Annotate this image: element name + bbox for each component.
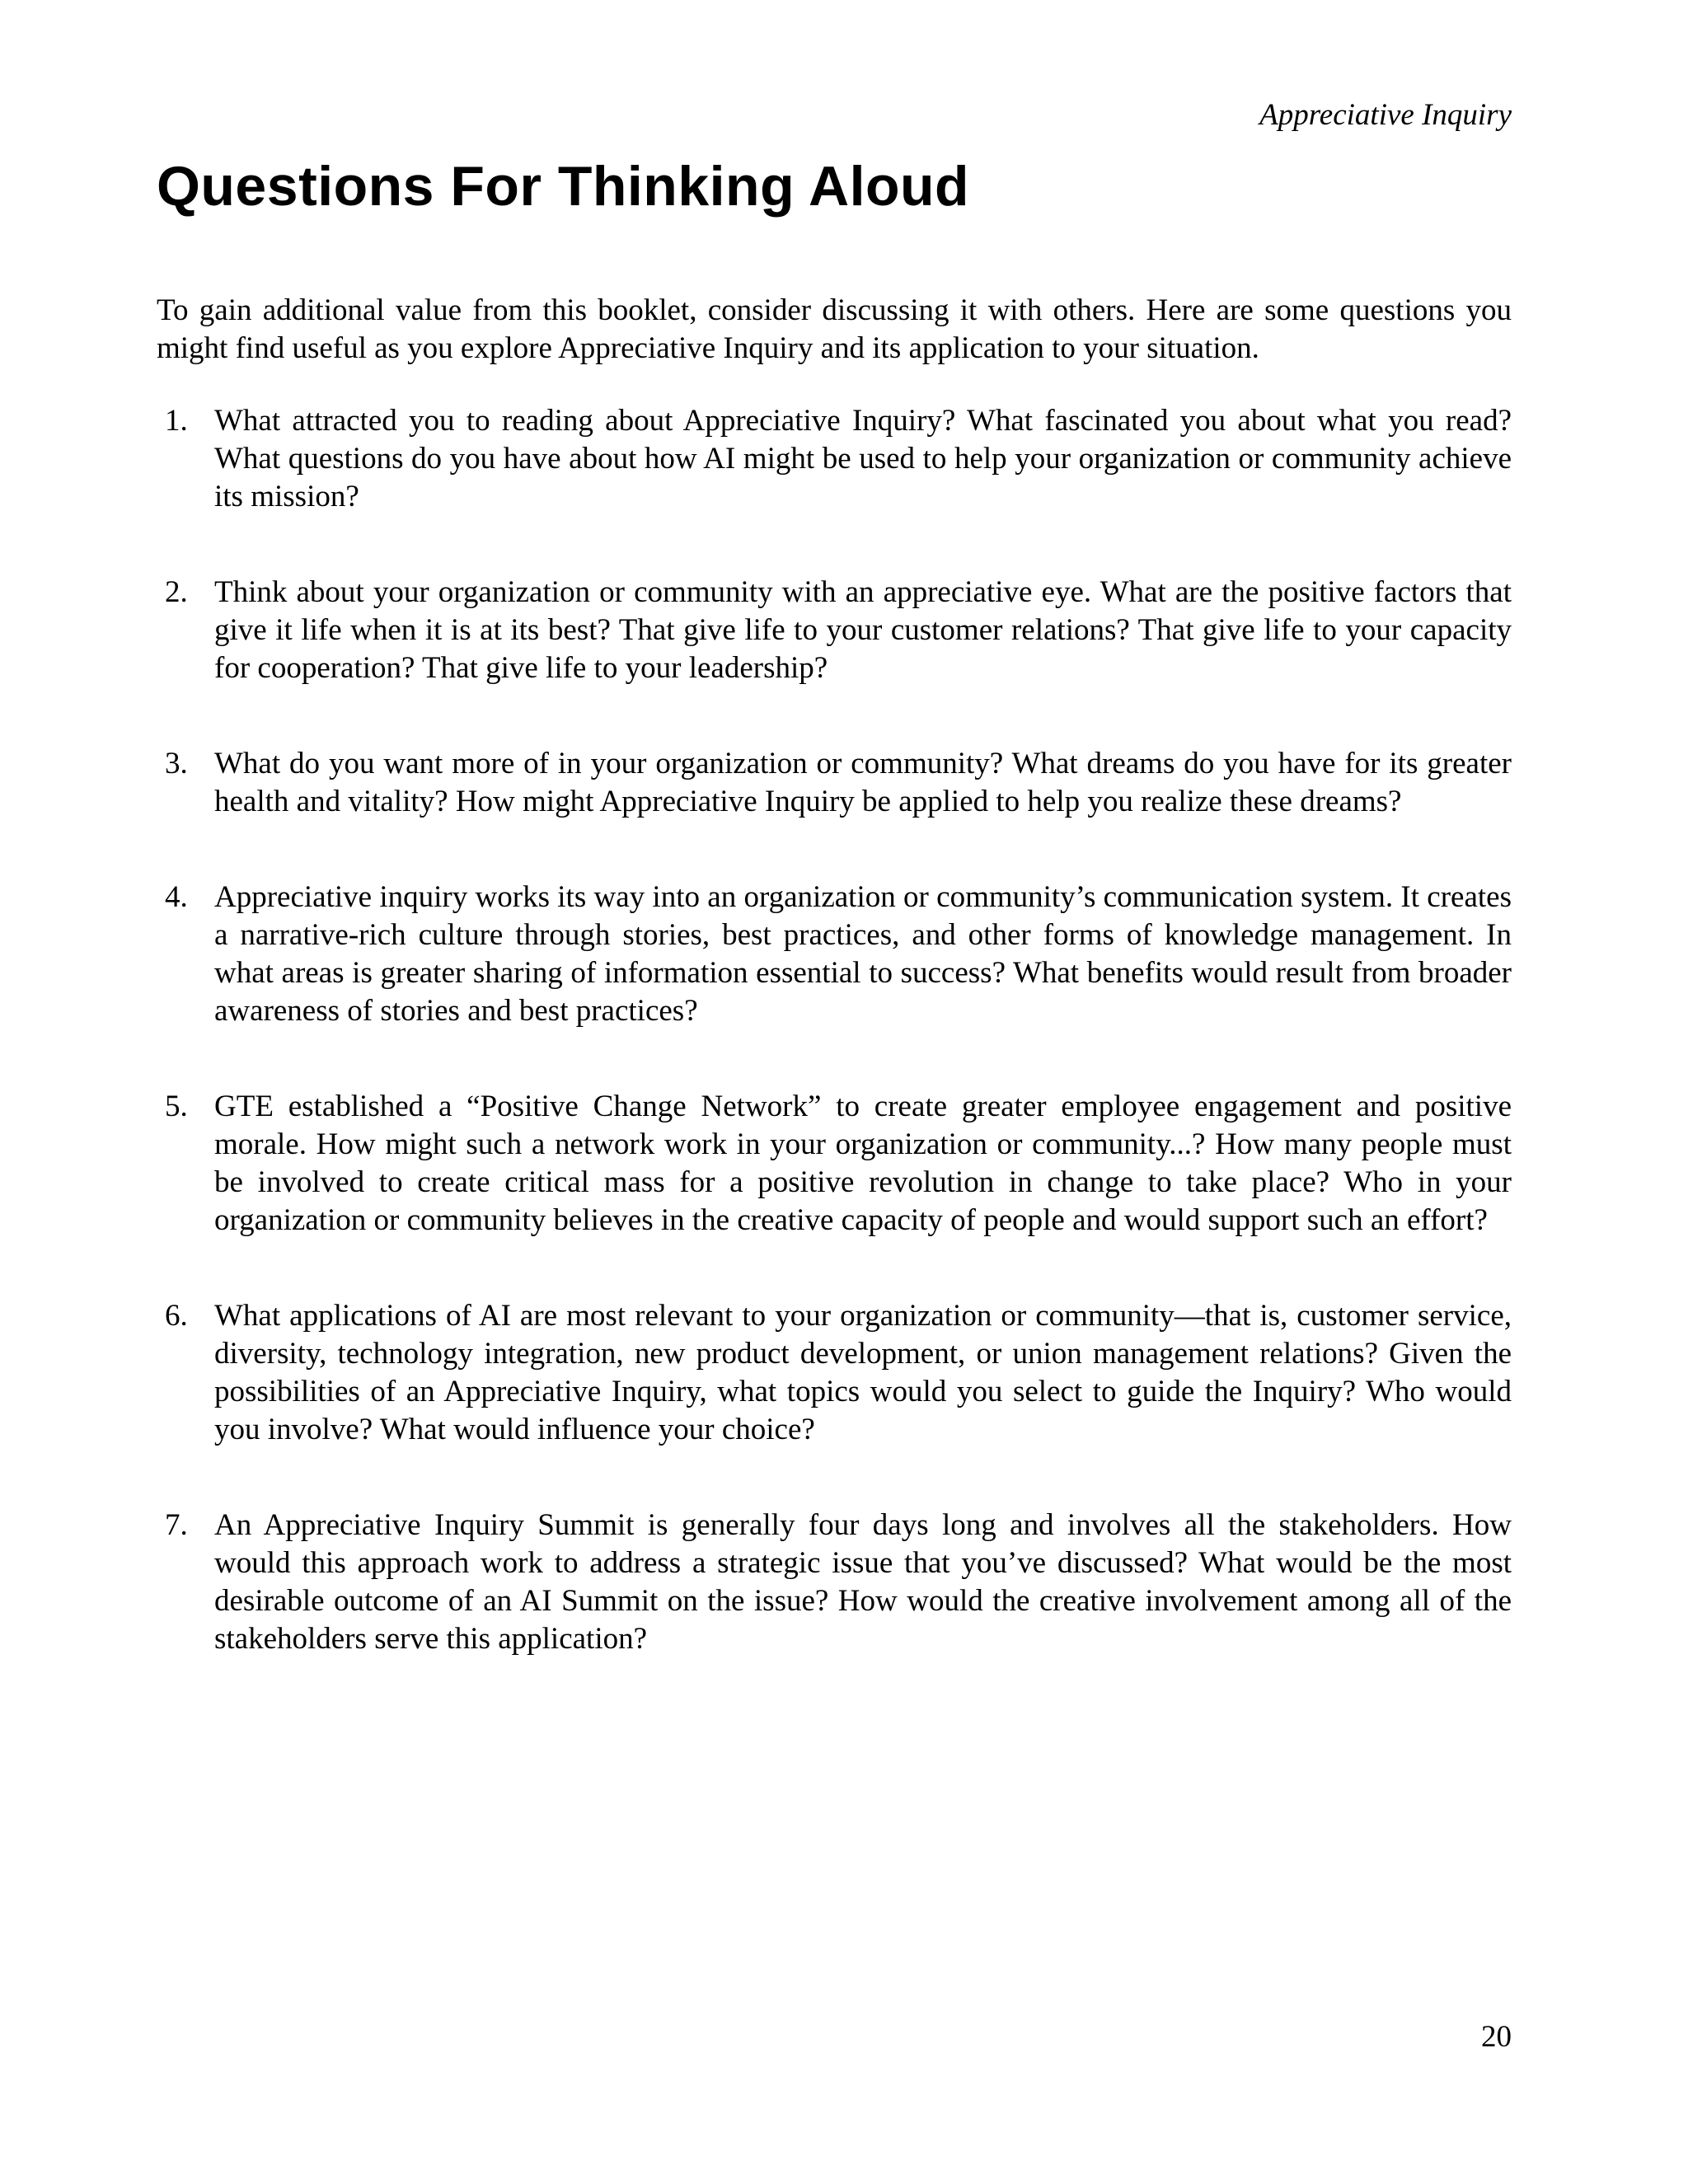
- intro-paragraph: To gain additional value from this booklet, consider discussing it with others. Here are some questions you might find useful as you explore Appreciative Inquiry and its application to your situation.: [157, 293, 1512, 365]
- question-number: 4.: [165, 880, 188, 914]
- question-number: 2.: [165, 575, 188, 609]
- question-item: [157, 1507, 1512, 1658]
- question-number: 7.: [165, 1508, 188, 1542]
- question-item: [157, 402, 1512, 516]
- question-number: 5.: [165, 1090, 188, 1123]
- question-list: [157, 402, 1512, 1658]
- running-header: Appreciative Inquiry: [1259, 98, 1512, 132]
- page-title: Questions For Thinking Aloud: [157, 155, 970, 218]
- question-number: 3.: [165, 747, 188, 780]
- question-item: [157, 574, 1512, 687]
- question-text: Appreciative inquiry works its way into an organization or community’s communication system. It creates a narrative-rich culture through stories, best practices, and other forms of knowledge management. In what areas is greater sharing of information essential to success? What benefits would result from broader awareness of stories and best practices?: [214, 880, 1512, 1028]
- question-item: [157, 1297, 1512, 1449]
- question-number: 6.: [165, 1299, 188, 1333]
- question-item: [157, 745, 1512, 821]
- question-number: 1.: [165, 404, 188, 438]
- question-item: [157, 879, 1512, 1030]
- question-text: Think about your organization or community with an appreciative eye. What are the positive factors that give it life when it is at its best? That give life to your customer relations? That give life to your capacity for cooperation? That give life to your leadership?: [214, 575, 1512, 685]
- question-text: What attracted you to reading about Appreciative Inquiry? What fascinated you about what you read? What questions do you have about how AI might be used to help your organization or community achieve its mission?: [214, 404, 1512, 513]
- question-text: An Appreciative Inquiry Summit is generally four days long and involves all the stakeholders. How would this approach work to address a strategic issue that you’ve discussed? What would be the most desirable outcome of an AI Summit on the issue? How would the creative involvement among all of the stakeholders serve this application?: [214, 1508, 1512, 1656]
- question-text: What applications of AI are most relevant to your organization or community—that is, customer service, diversity, technology integration, new product development, or union management relations? Given the possibilities of an Appreciative Inquiry, what topics would you select to guide the Inquiry? Who would you involve? What would influence your choice?: [214, 1299, 1512, 1446]
- page-content: [157, 292, 1512, 1658]
- page-number: 20: [1481, 2020, 1512, 2054]
- question-text: GTE established a “Positive Change Network” to create greater employee engagement and positive morale. How might such a network work in your organization or community...? How many people must be involved to create critical mass for a positive revolution in change to take place? Who in your organization or community believes in the creative capacity of people and would support such an effort?: [214, 1090, 1512, 1237]
- question-text: What do you want more of in your organization or community? What dreams do you have for its greater health and vitality? How might Appreciative Inquiry be applied to help you realize these dreams?: [214, 747, 1512, 818]
- question-item: [157, 1088, 1512, 1240]
